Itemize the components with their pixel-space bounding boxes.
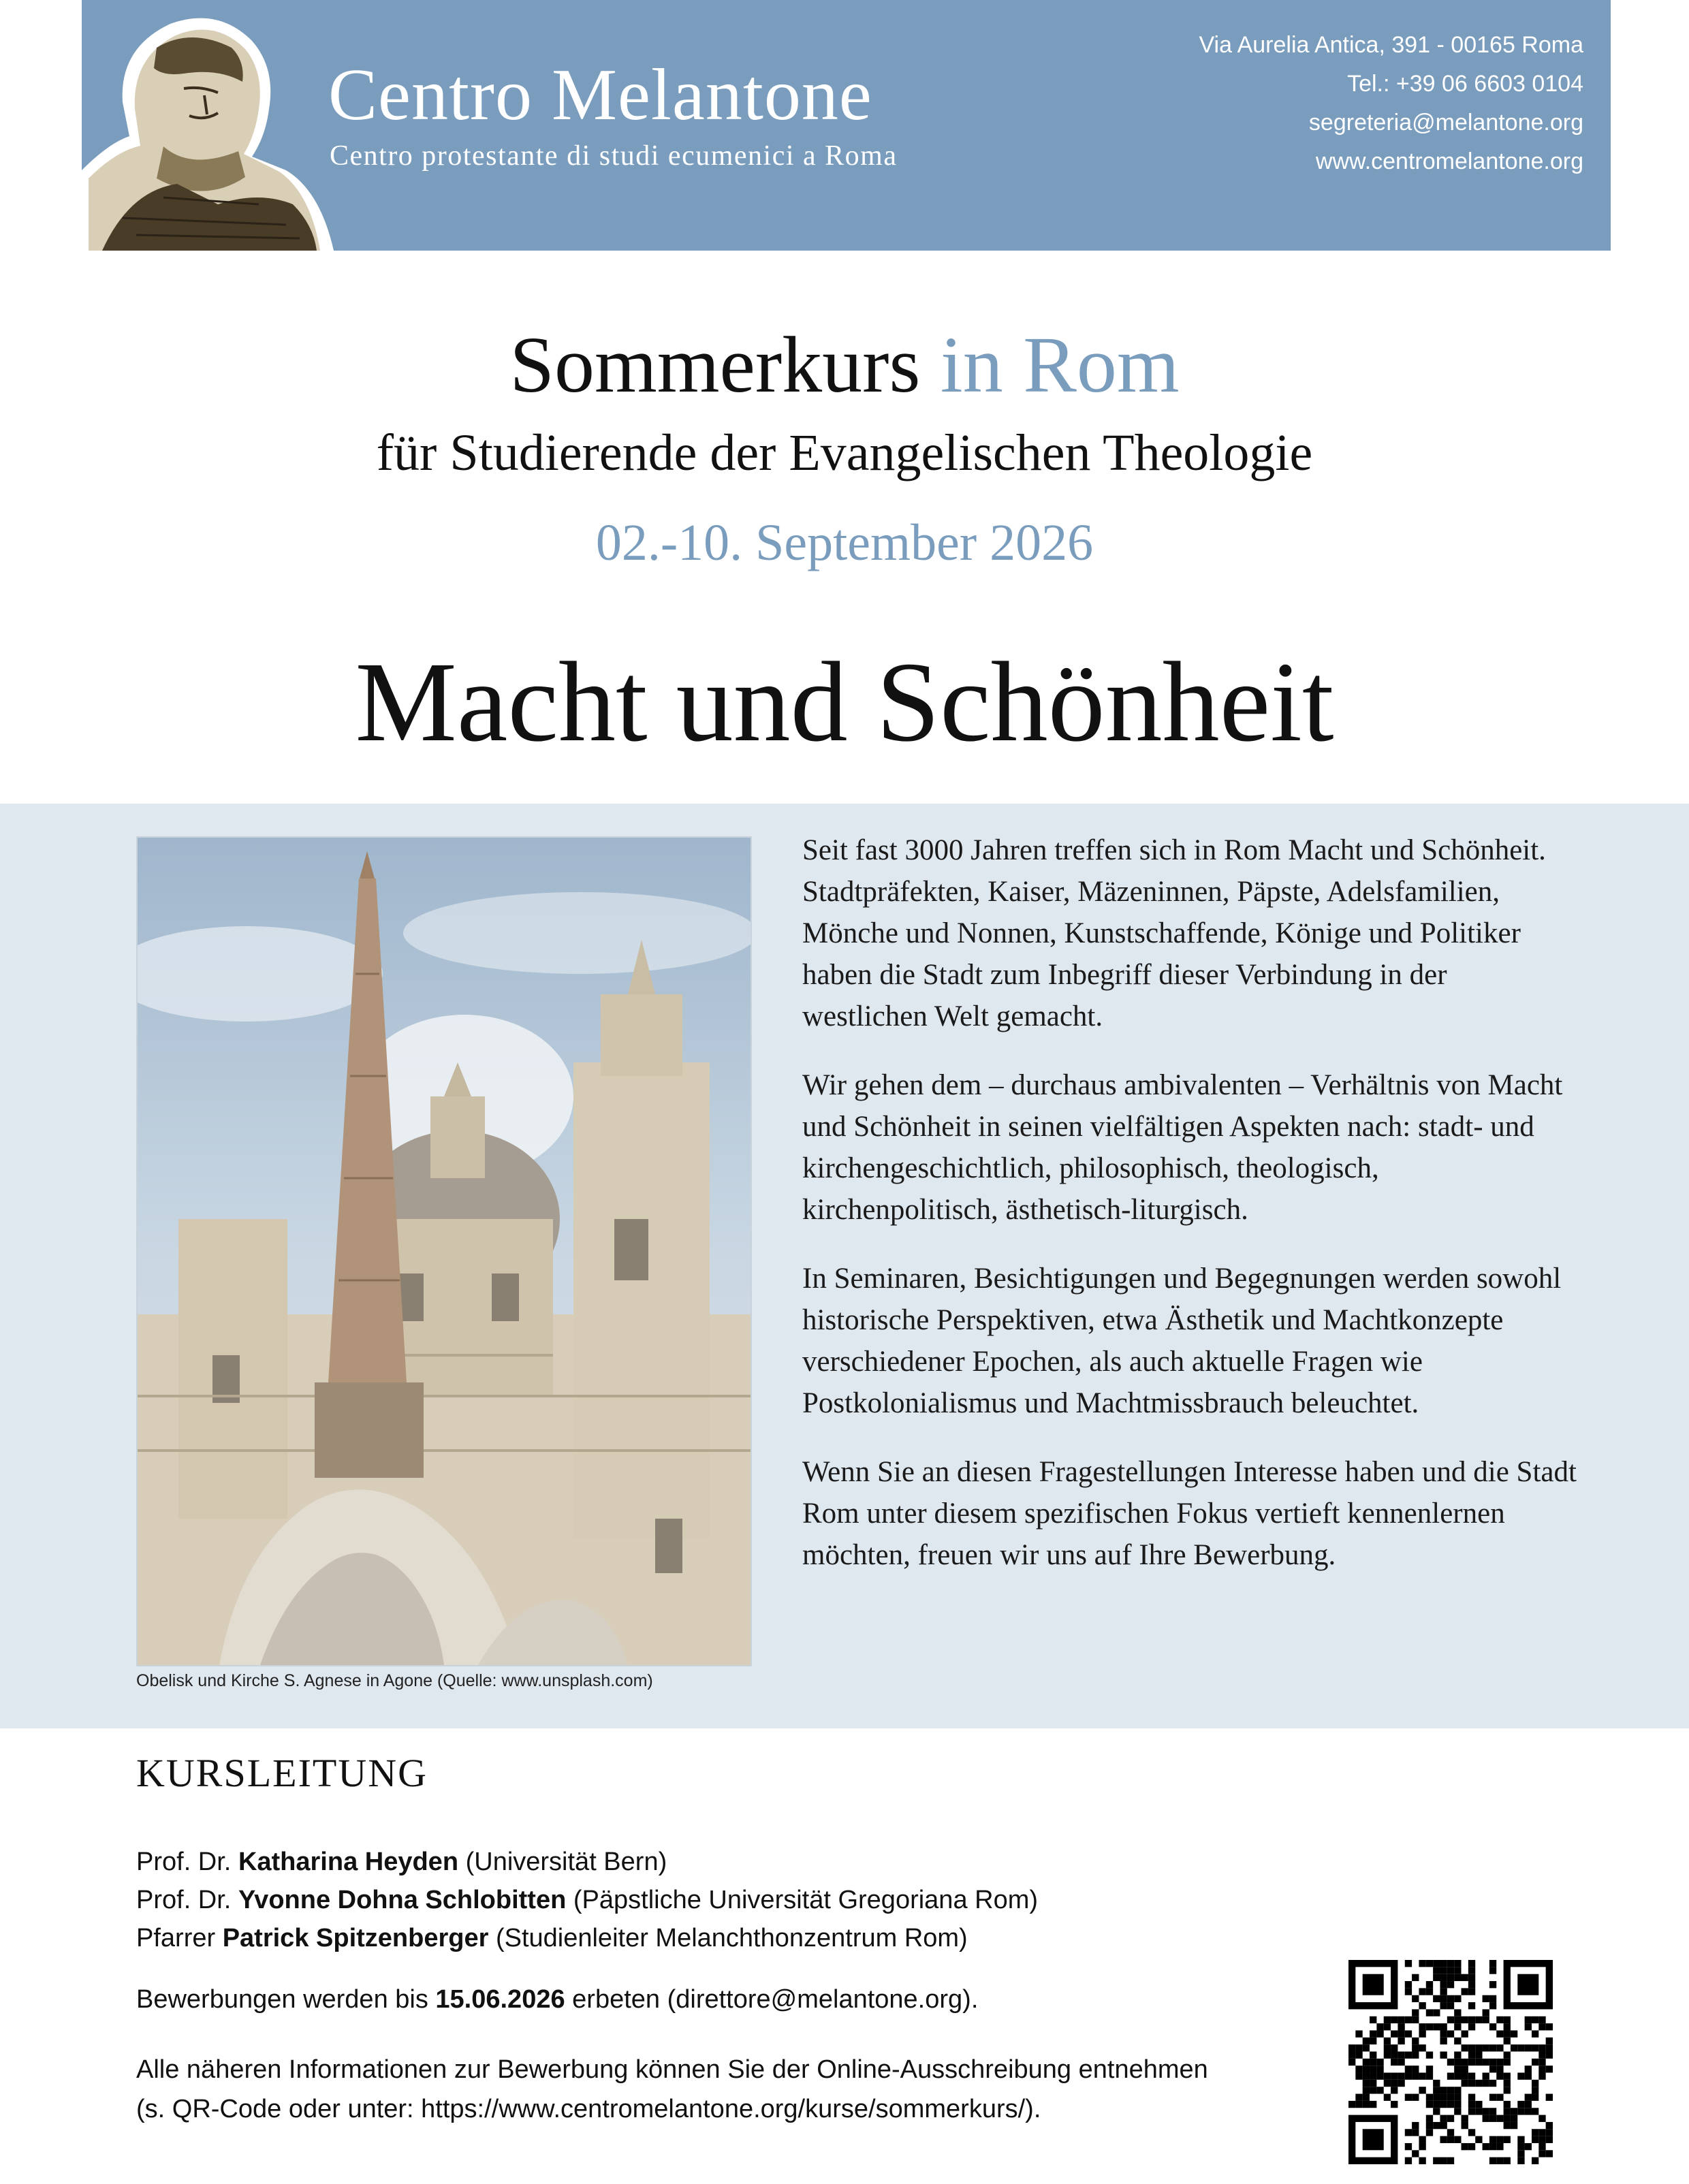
brand-title: Centro Melantone bbox=[328, 54, 872, 136]
course-title-part-b: in Rom bbox=[940, 320, 1180, 409]
leader-name: Patrick Spitzenberger bbox=[222, 1924, 489, 1952]
leader-name: Yvonne Dohna Schlobitten bbox=[238, 1886, 567, 1914]
contact-email[interactable]: segreteria@melantone.org bbox=[1308, 110, 1583, 136]
photo-caption: Obelisk und Kirche S. Agnese in Agone (Quelle: www.unsplash.com) bbox=[136, 1671, 653, 1690]
deadline-after[interactable]: erbeten (direttore@melantone.org). bbox=[572, 1985, 979, 2014]
info-text bbox=[136, 2050, 1208, 2129]
course-date: 02.-10. September 2026 bbox=[595, 514, 1094, 571]
contact-website[interactable]: www.centromelantone.org bbox=[1315, 148, 1583, 174]
leader-row bbox=[136, 1843, 1038, 1881]
contact-phone[interactable]: Tel.: +39 06 6603 0104 bbox=[1347, 71, 1583, 97]
leader-affiliation: (Universität Bern) bbox=[465, 1848, 667, 1876]
leader-prefix: Pfarrer bbox=[136, 1924, 216, 1952]
kursleitung-heading: KURSLEITUNG bbox=[136, 1751, 428, 1795]
engraved-portrait-icon bbox=[82, 0, 334, 251]
leaders-list bbox=[136, 1843, 1038, 1957]
intro-paragraph-1: Seit fast 3000 Jahren treffen sich in Rom Macht und Schönheit. Stadtpräfekten, Kaiser, Mäzeninnen, Päpste, Adelsfamilien, Mönche und Nonnen, Kunstschaffende, Könige und Politiker haben die Stadt zum Inbegriff dieser Verbindung in der westlichen Welt gemacht. bbox=[802, 834, 1546, 1032]
header-band bbox=[82, 0, 1611, 251]
leader-affiliation: (Studienleiter Melanchthonzentrum Rom) bbox=[495, 1924, 968, 1952]
course-title bbox=[0, 319, 1689, 411]
intro-paragraph-4: Wenn Sie an diesen Fragestellungen Interesse haben und die Stadt Rom unter diesem spezifischen Fokus vertieft kennenlernen möchten, freuen wir uns auf Ihre Bewerbung. bbox=[802, 1456, 1577, 1571]
obelisk-church-photo bbox=[136, 836, 752, 1666]
leader-affiliation: (Päpstliche Universität Gregoriana Rom) bbox=[573, 1886, 1039, 1914]
contact-block bbox=[1199, 26, 1583, 181]
main-title: Macht und Schönheit bbox=[355, 639, 1334, 765]
leader-row bbox=[136, 1919, 1038, 1957]
course-audience: für Studierende der Evangelischen Theologie bbox=[376, 424, 1313, 481]
leader-row bbox=[136, 1881, 1038, 1919]
info-line-1: Alle näheren Informationen zur Bewerbung können Sie der Online-Ausschreibung entnehmen bbox=[136, 2055, 1208, 2084]
leader-prefix: Prof. Dr. bbox=[136, 1848, 232, 1876]
intro-paragraph-3: In Seminaren, Besichtigungen und Begegnungen werden sowohl historische Perspektiven, etwa Ästhetik und Machtkonzepte verschiedener Epochen, als auch aktuelle Fragen wie Postkolonialismus und Machtmissbrauch beleuchtet. bbox=[802, 1263, 1562, 1419]
intro-text bbox=[802, 829, 1579, 1603]
brand-subtitle: Centro protestante di studi ecumenici a Roma bbox=[330, 140, 898, 172]
deadline-before: Bewerbungen werden bis bbox=[136, 1985, 428, 2014]
info-line-2[interactable]: (s. QR-Code oder unter: https://www.centromelantone.org/kurse/sommerkurs/). bbox=[136, 2095, 1041, 2123]
intro-paragraph-2: Wir gehen dem – durchaus ambivalenten – Verhältnis von Macht und Schönheit in seinen vielfältigen Aspekten nach: stadt- und kirchengeschichtlich, philosophisch, theologisch, kirchenpolitisch, ästhetisch-liturgisch. bbox=[802, 1069, 1563, 1226]
contact-address: Via Aurelia Antica, 391 - 00165 Roma bbox=[1199, 32, 1583, 58]
leader-name: Katharina Heyden bbox=[238, 1848, 459, 1876]
qr-code-icon[interactable] bbox=[1348, 1960, 1553, 2164]
deadline-date: 15.06.2026 bbox=[435, 1985, 565, 2014]
course-title-part-a: Sommerkurs bbox=[509, 320, 921, 409]
application-deadline bbox=[136, 1985, 978, 2014]
photo-illustration bbox=[138, 838, 751, 1665]
leader-prefix: Prof. Dr. bbox=[136, 1886, 232, 1914]
